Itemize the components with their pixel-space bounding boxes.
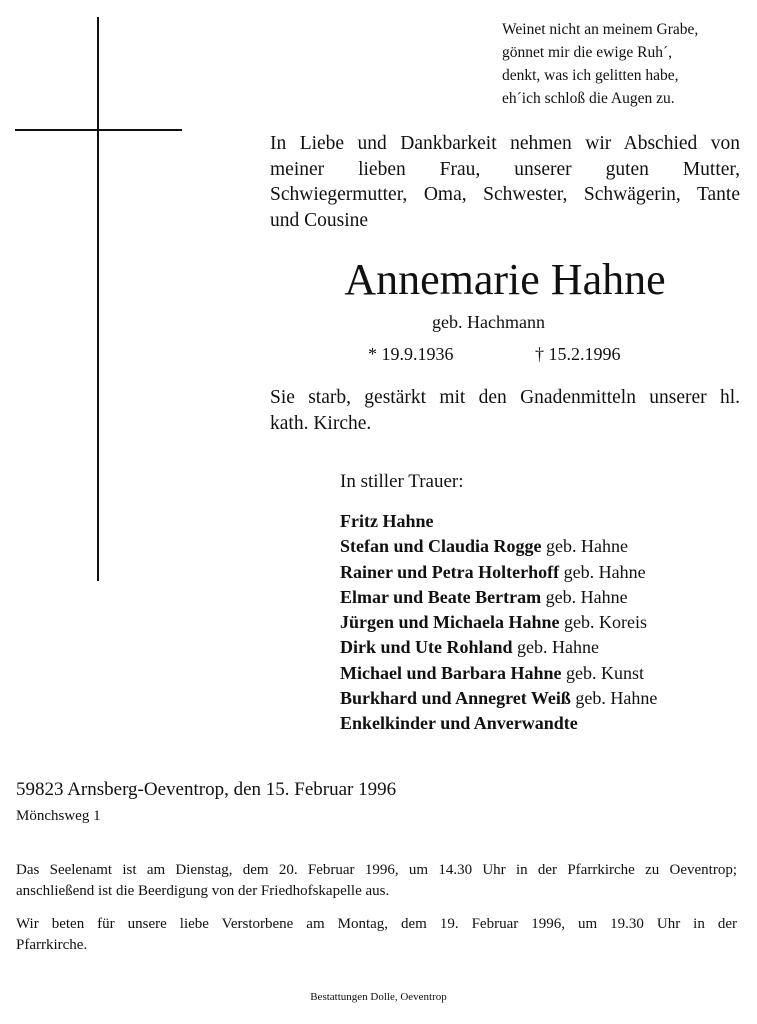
cross-horizontal-bar (15, 129, 182, 131)
poem (502, 18, 752, 110)
mourner-entry (340, 509, 657, 534)
mourner-name: Michael und Barbara Hahne (340, 662, 562, 683)
poem-line: denkt, was ich gelitten habe, (502, 67, 679, 84)
mourner-entry (340, 610, 657, 635)
mourner-suffix: geb. Koreis (559, 612, 648, 633)
mourner-suffix: geb. Hahne (541, 586, 628, 607)
prayer-line: Pfarrkirche. (16, 936, 88, 953)
funeral-line: anschließend ist die Beerdigung von der Friedhofskapelle aus. (16, 882, 390, 899)
mourner-entry (340, 635, 657, 660)
sacrament-text (270, 385, 740, 436)
mourner-suffix: geb. Hahne (559, 561, 646, 582)
mourner-name: Dirk und Ute Rohland (340, 637, 513, 658)
mourner-name: Jürgen und Michaela Hahne (340, 612, 560, 633)
maiden-name: geb. Hachmann (432, 312, 545, 332)
mourner-name: Elmar und Beate Bertram (340, 586, 542, 607)
intro-line: Schwiegermutter, Oma, Schwester, Schwägerin, Tante (270, 184, 740, 205)
funeral-line: Das Seelenamt ist am Dienstag, dem 20. Februar 1996, um 14.30 Uhr in der Pfarrkirche zu Oeventrop; (16, 862, 737, 878)
intro-line: und Cousine (270, 209, 369, 231)
place-and-date: 59823 Arnsberg-Oeventrop, den 15. Februar 1996 (16, 779, 397, 800)
intro-line: In Liebe und Dankbarkeit nehmen wir Abschied von (270, 133, 740, 154)
intro-line: meiner lieben Frau, unserer guten Mutter, (270, 158, 740, 180)
sacrament-line: kath. Kirche. (270, 412, 372, 434)
funeral-info (16, 860, 737, 901)
mourner-name: Burkhard und Annegret Weiß (340, 688, 571, 709)
deceased-name: Annemarie Hahne (344, 255, 666, 304)
mourner-suffix: geb. Hahne (512, 637, 600, 658)
mourners-list (340, 509, 657, 737)
mourner-suffix: geb. Kunst (561, 662, 645, 683)
mourner-suffix: geb. Hahne (541, 536, 629, 557)
prayer-line: Wir beten für unsere liebe Verstorbene am Montag, dem 19. Februar 1996, um 19.30 Uhr in der (16, 916, 737, 932)
farewell-intro (270, 131, 740, 233)
mourner-name: Fritz Hahne (340, 511, 434, 531)
cross-vertical-bar (97, 17, 99, 581)
mourner-suffix: geb. Hahne (570, 688, 658, 709)
mourner-name: Enkelkinder und Anverwandte (340, 713, 578, 734)
mourning-heading: In stiller Trauer: (340, 471, 464, 492)
death-date: † 15.2.1996 (535, 344, 621, 364)
mourner-entry (340, 686, 657, 711)
mourner-name: Rainer und Petra Holterhoff (340, 561, 560, 582)
birth-date: * 19.9.1936 (368, 344, 454, 364)
prayer-info (16, 914, 737, 955)
poem-line: gönnet mir die ewige Ruh´, (502, 44, 673, 61)
undertaker-credit: Bestattungen Dolle, Oeventrop (310, 991, 447, 1003)
poem-line: eh´ich schloß die Augen zu. (502, 90, 675, 107)
poem-line: Weinet nicht an meinem Grabe, (502, 21, 699, 38)
mourner-entry (340, 661, 657, 686)
mourner-entry (340, 711, 657, 736)
street-address: Mönchsweg 1 (16, 808, 101, 824)
mourner-entry (340, 534, 657, 559)
mourner-name: Stefan und Claudia Rogge (340, 536, 542, 557)
mourner-entry (340, 560, 657, 585)
mourner-entry (340, 585, 657, 610)
sacrament-line: Sie starb, gestärkt mit den Gnadenmitteln unserer hl. (270, 387, 740, 408)
